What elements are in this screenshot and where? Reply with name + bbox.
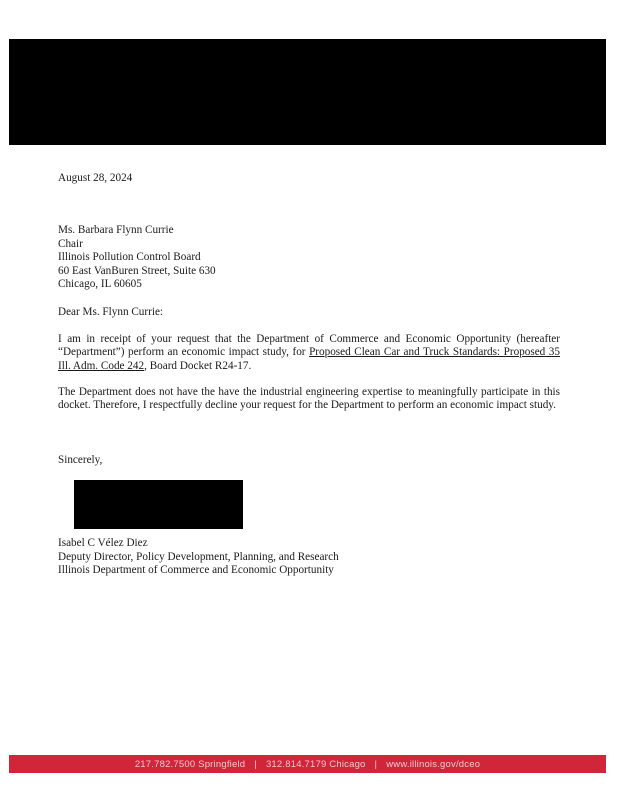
paragraph-request-end: , Board Docket R24-17.	[144, 359, 252, 372]
salutation: Dear Ms. Flynn Currie:	[58, 306, 164, 319]
footer-contact-bar	[9, 755, 606, 773]
signer-organization: Illinois Department of Commerce and Economic Opportunity	[58, 564, 334, 577]
signer-title: Deputy Director, Policy Development, Planning, and Research	[58, 550, 339, 563]
redacted-letterhead	[9, 39, 606, 145]
footer-separator: |	[254, 758, 257, 770]
footer-separator: |	[374, 758, 378, 770]
recipient-name: Ms. Barbara Flynn Currie	[58, 224, 174, 237]
footer-website-link[interactable]: www.illinois.gov/dceo	[386, 758, 481, 770]
letter-date: August 28, 2024	[58, 172, 133, 184]
footer-springfield-phone: 217.782.7500 Springfield	[134, 758, 246, 770]
recipient-street: 60 East VanBuren Street, Suite 630	[58, 264, 216, 277]
paragraph-request	[58, 333, 560, 373]
docket-title-link: Proposed Clean Car and Truck Standards: Proposed 35 Ill. Adm. Code 242	[58, 346, 560, 372]
signer-block	[58, 537, 560, 577]
recipient-organization: Illinois Pollution Control Board	[58, 251, 201, 264]
recipient-address	[58, 224, 560, 291]
closing: Sincerely,	[58, 453, 103, 466]
paragraph-request-text: I am in receipt of your request that the Department of Commerce and Economic Opportunity (hereafter “Department”) perform an economic impact study, for	[58, 332, 560, 359]
paragraph-decline: The Department does not have the have the industrial engineering expertise to meaningfully participate in this docket. Therefore, I respectfully decline your request for the Department to perform an economic impact study.	[58, 386, 560, 412]
recipient-city: Chicago, IL 60605	[58, 278, 142, 291]
letter-body	[58, 172, 560, 578]
signer-name: Isabel C Vélez Diez	[58, 537, 148, 550]
footer-chicago-phone: 312.814.7179 Chicago	[265, 758, 366, 770]
redacted-signature	[74, 480, 243, 529]
recipient-title: Chair	[58, 237, 83, 250]
